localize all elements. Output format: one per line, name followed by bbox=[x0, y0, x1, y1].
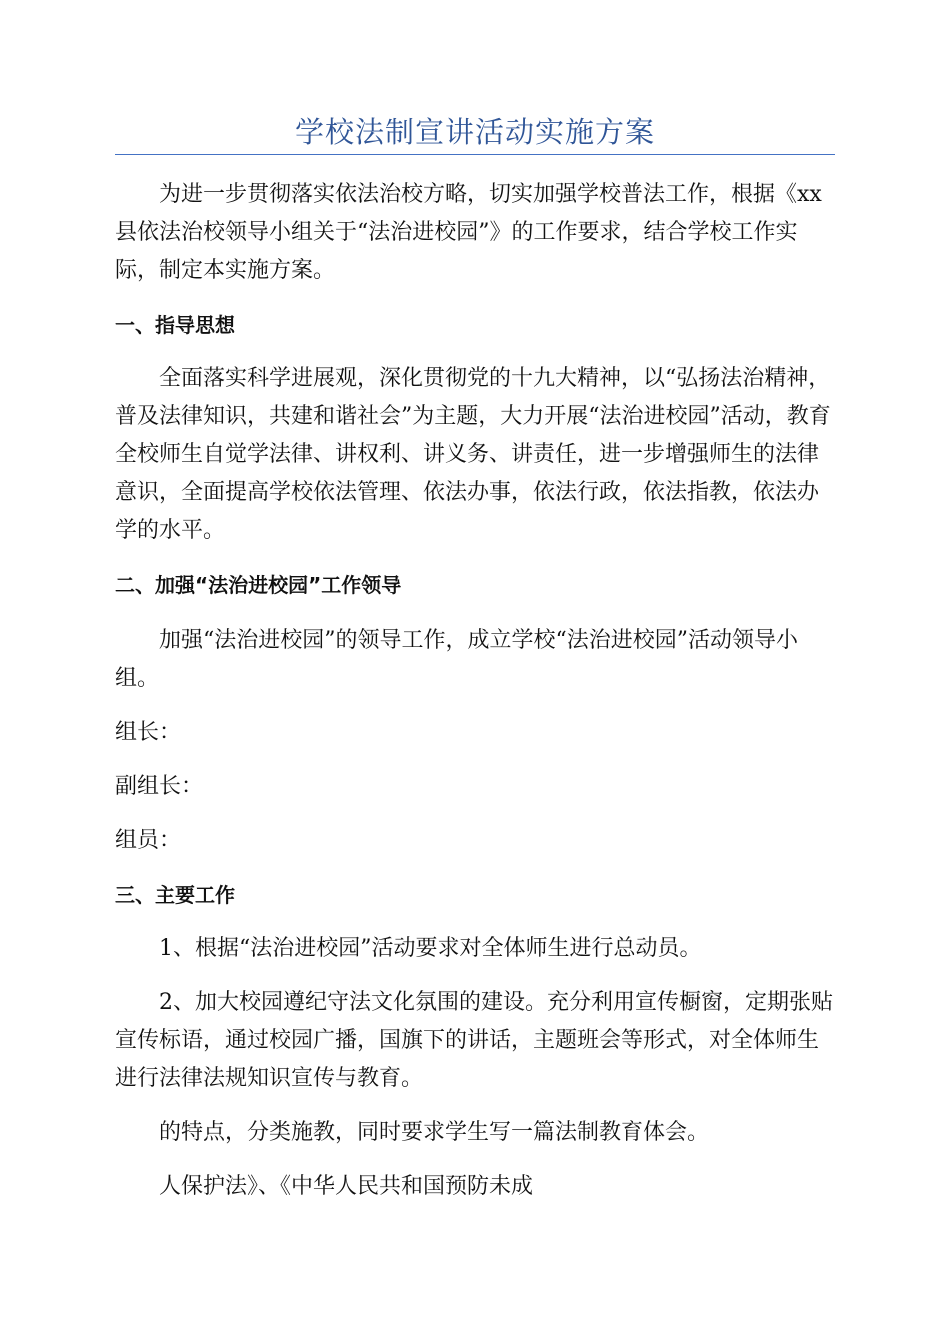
role-deputy-leader: 副组长： bbox=[115, 774, 204, 799]
leadership-paragraph: 加强“法治进校园”的领导工作，成立学校“法治进校园”活动领导小组。 bbox=[115, 628, 798, 691]
guiding-thought-paragraph: 全面落实科学进展观，深化贯彻党的十九大精神，以“弘扬法治精神，普及法律知识，共建和谐社会”为主题，大力开展“法治进校园”活动，教育全校师生自觉学法律、讲权利、讲义务、讲责任，进一步增强师生的法律意识，全面提高学校依法管理、依法办事，依法行政，依法指教，依法办学的水平。 bbox=[115, 366, 831, 543]
main-work-item-1: 1、根据“法治进校园”活动要求对全体师生进行总动员。 bbox=[159, 936, 702, 961]
title-underline bbox=[115, 154, 835, 155]
role-member: 组员： bbox=[115, 828, 182, 853]
main-work-fragment-2: 人保护法》、《中华人民共和国预防未成 bbox=[159, 1174, 534, 1199]
section-heading-main-work: 三、主要工作 bbox=[115, 883, 235, 907]
main-work-fragment-1: 的特点，分类施教，同时要求学生写一篇法制教育体会。 bbox=[159, 1120, 710, 1145]
section-heading-guiding-thought: 一、指导思想 bbox=[115, 313, 235, 337]
main-work-item-2: 2、加大校园遵纪守法文化氛围的建设。充分利用宣传橱窗，定期张贴宣传标语，通过校园广播，国旗下的讲话，主题班会等形式，对全体师生进行法律法规知识宣传与教育。 bbox=[115, 990, 833, 1091]
section-heading-leadership: 二、加强“法治进校园”工作领导 bbox=[115, 573, 402, 597]
intro-paragraph: 为进一步贯彻落实依法治校方略，切实加强学校普法工作，根据《xx县依法治校领导小组关于“法治进校园”》的工作要求，结合学校工作实际，制定本实施方案。 bbox=[115, 182, 822, 283]
role-leader: 组长： bbox=[115, 720, 182, 745]
document-title: 学校法制宣讲活动实施方案 bbox=[294, 115, 655, 149]
